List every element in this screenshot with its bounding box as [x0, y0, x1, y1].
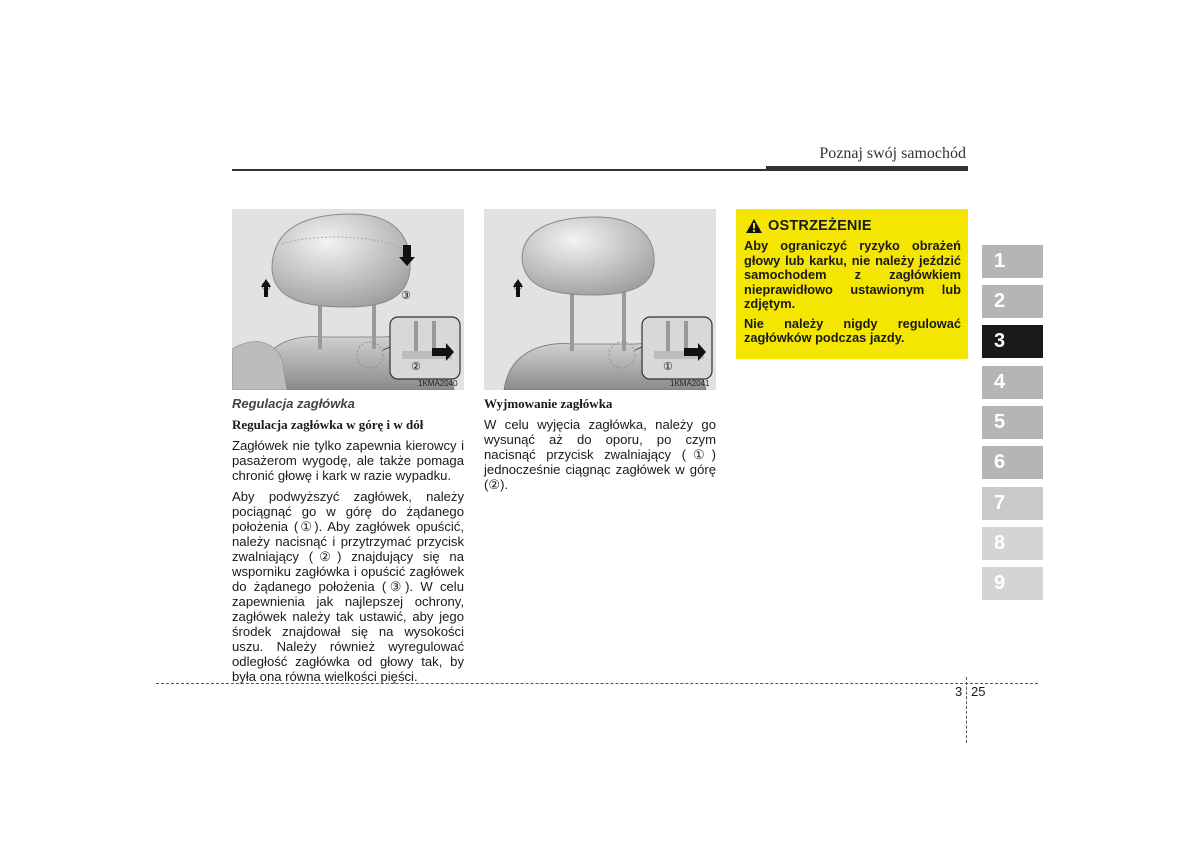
chapter-tab-9[interactable]: 9 — [982, 567, 1043, 600]
chapter-tab-1[interactable]: 1 — [982, 245, 1043, 278]
figure-code: 1KMA2041 — [670, 379, 710, 388]
warning-text: Aby ograniczyć ryzyko obrażeń głowy lub karku, nie należy jeździć samochodem z zagłówkiem nieprawidłowo ustawionym lub zdjętym. — [744, 238, 961, 311]
chapter-tab-8[interactable]: 8 — [982, 527, 1043, 560]
chapter-tab-6[interactable]: 6 — [982, 446, 1043, 479]
section-subheading: Wyjmowanie zagłówka — [484, 396, 613, 411]
warning-header — [746, 218, 872, 234]
figure-code: 1KMA2040 — [418, 379, 458, 388]
warning-text: Nie należy nigdy regulować zagłówków podczas jazdy. — [744, 315, 961, 345]
headrest-adjust-figure — [232, 209, 464, 390]
paragraph: Aby podwyższyć zagłówek, należy pociągnąć go w górę do żądanego położenia (①). Aby zagłówek opuścić, należy nacisnąć i przytrzymać przycisk zwalniający (②) znajdujący się na wsporniku zagłówka i opuścić zagłówek do żądanego położenia (③). W celu zapewnienia jak najlepszej ochrony, zagłówek należy tak ustawić, aby jego środek znajdował się na wysokości uszu. Należy również wyregulować odległość zagłówka od głowy tak, by była ona równa wielkości pięści. — [232, 489, 464, 684]
footer-page-number: 25 — [971, 684, 986, 699]
warning-triangle-icon — [746, 219, 762, 233]
headrest-adjust-illustration — [232, 209, 464, 390]
chapter-tab-5[interactable]: 5 — [982, 406, 1043, 439]
label-2: ② — [513, 281, 523, 293]
figure-caption: Regulacja zagłówka — [232, 396, 355, 411]
chapter-tab-3-active[interactable]: 3 — [982, 325, 1043, 358]
label-2: ② — [411, 361, 421, 373]
headrest-remove-illustration — [484, 209, 716, 390]
header-rule-accent — [766, 166, 968, 170]
middle-column — [484, 396, 716, 498]
section-subheading: Regulacja zagłówka w górę i w dół — [232, 417, 424, 432]
running-header: Poznaj swój samochód — [819, 145, 966, 162]
footer-dashed-rule — [156, 683, 1038, 684]
warning-box — [736, 209, 968, 359]
headrest-remove-figure — [484, 209, 716, 390]
footer-chapter-number: 3 — [955, 684, 963, 699]
chapter-tab-4[interactable]: 4 — [982, 366, 1043, 399]
label-1: ① — [261, 281, 271, 293]
footer-dashed-divider — [966, 677, 967, 743]
chapter-tab-2[interactable]: 2 — [982, 285, 1043, 318]
label-1: ① — [663, 361, 673, 373]
chapter-tab-7[interactable]: 7 — [982, 487, 1043, 520]
left-column — [232, 396, 464, 690]
label-3: ③ — [401, 290, 411, 302]
paragraph: W celu wyjęcia zagłówka, należy go wysunąć aż do oporu, po czym nacisnąć przycisk zwalniający (①) jednocześnie ciągnąc zagłówek w górę (②). — [484, 417, 716, 492]
warning-title: OSTRZEŻENIE — [768, 218, 872, 234]
paragraph: Zagłówek nie tylko zapewnia kierowcy i pasażerom wygodę, ale także pomaga chronić głowę i kark w razie wypadku. — [232, 438, 464, 483]
